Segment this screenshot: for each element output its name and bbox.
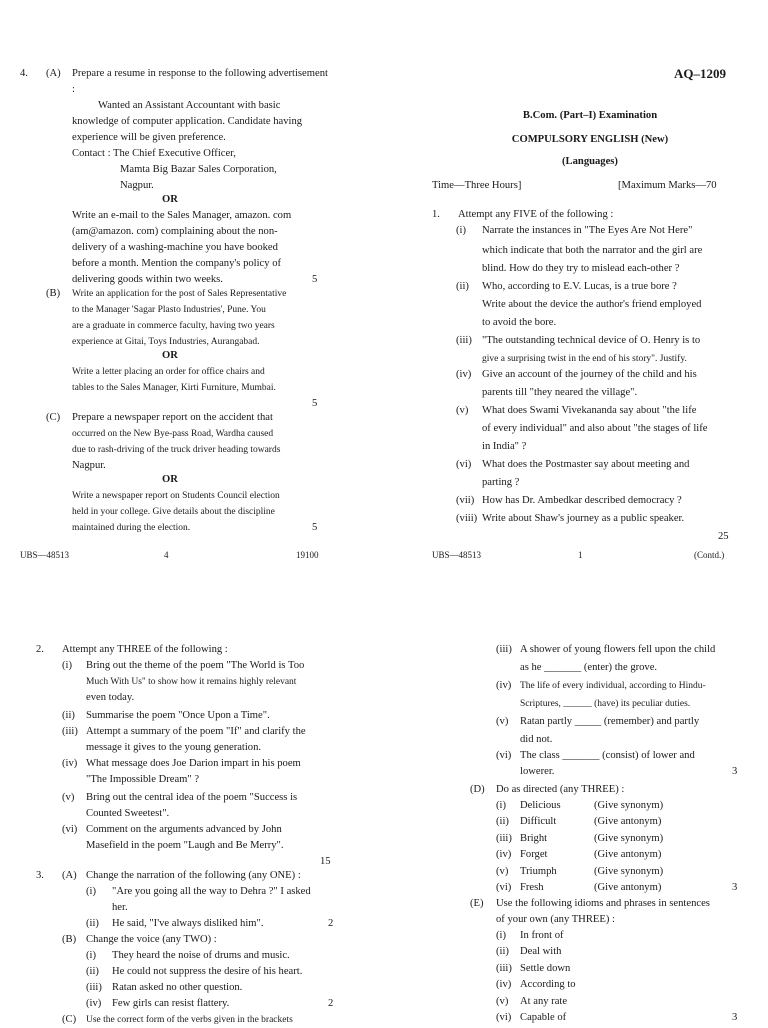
item-label: (i) bbox=[86, 950, 96, 961]
item-line: to avoid the bore. bbox=[482, 317, 557, 328]
item-word: Fresh bbox=[520, 882, 544, 893]
item-label: (ii) bbox=[496, 816, 509, 828]
footer-number: 19100 bbox=[296, 550, 319, 560]
item-label: (v) bbox=[496, 865, 509, 877]
list-item bbox=[470, 961, 760, 977]
marks: 3 bbox=[732, 1012, 738, 1023]
question-text: Change the voice (any TWO) : bbox=[86, 934, 217, 945]
item-instruction: (Give antonym) bbox=[594, 849, 662, 861]
contact-line: Contact : The Chief Executive Officer, bbox=[72, 148, 236, 159]
part-label: (C) bbox=[46, 412, 61, 423]
item-word: Triumph bbox=[520, 865, 557, 877]
question-line: Write an e-mail to the Sales Manager, amazon. com bbox=[72, 210, 292, 221]
or-divider: OR bbox=[162, 474, 178, 485]
part-label: (E) bbox=[470, 898, 484, 909]
item-word: Delicious bbox=[520, 800, 561, 811]
item-line: He could not suppress the desire of his heart. bbox=[112, 966, 303, 977]
marks: 25 bbox=[718, 531, 729, 542]
item-line: A shower of young flowers fell upon the child bbox=[520, 644, 716, 655]
marks: 15 bbox=[320, 856, 331, 867]
item-line: did not. bbox=[520, 734, 553, 745]
item-line: of every individual" and also about "the stages of life bbox=[482, 423, 708, 434]
item-label: (i) bbox=[496, 800, 506, 811]
item-instruction: (Give antonym) bbox=[594, 882, 662, 893]
idiom-text: Deal with bbox=[520, 946, 562, 958]
question-text: Use the following idioms and phrases in sentences bbox=[496, 898, 710, 909]
list-item bbox=[470, 814, 760, 830]
item-label: (iv) bbox=[496, 849, 512, 861]
item-line: Few girls can resist flattery. bbox=[112, 998, 230, 1009]
item-line: parents till "they neared the village". bbox=[482, 387, 638, 398]
item-word: Forget bbox=[520, 849, 548, 861]
question-number: 2. bbox=[36, 644, 44, 655]
item-line: give a surprising twist in the end of his story". Justify. bbox=[482, 354, 687, 364]
or-divider: OR bbox=[162, 194, 178, 205]
list-item bbox=[470, 864, 760, 880]
item-line: message it gives to the young generation. bbox=[86, 742, 262, 753]
list-item bbox=[470, 994, 760, 1010]
question-line: Nagpur. bbox=[72, 460, 106, 471]
item-label: (iv) bbox=[456, 369, 472, 380]
item-label: (i) bbox=[496, 930, 506, 941]
time-label: Time—Three Hours] bbox=[432, 180, 522, 191]
question-line: Write a letter placing an order for office chairs and bbox=[72, 367, 265, 377]
item-line: in India" ? bbox=[482, 441, 527, 452]
question-text: Attempt any FIVE of the following : bbox=[458, 209, 614, 220]
advert-line: knowledge of computer application. Candidate having bbox=[72, 116, 303, 127]
part-label: (B) bbox=[46, 288, 61, 299]
list-item bbox=[470, 798, 760, 814]
item-line: Ratan asked no other question. bbox=[112, 982, 243, 993]
question-line: to the Manager 'Sagar Plasto Industries', Pune. You bbox=[72, 305, 266, 315]
question-line: tables to the Sales Manager, Kirti Furniture, Mumbai. bbox=[72, 383, 276, 393]
question-number: 4. bbox=[20, 68, 28, 79]
item-line: Counted Sweetest". bbox=[86, 808, 170, 819]
part-label: (A) bbox=[46, 68, 61, 79]
item-instruction: (Give antonym) bbox=[594, 816, 662, 828]
idiom-text: At any rate bbox=[520, 995, 568, 1007]
item-line: which indicate that both the narrator and the girl are bbox=[482, 245, 703, 256]
item-line: Bring out the theme of the poem "The World is Too bbox=[86, 660, 305, 671]
item-label: (i) bbox=[456, 225, 466, 236]
item-label: (iii) bbox=[456, 335, 472, 346]
list-item bbox=[470, 977, 760, 993]
idiom-text: Capable of bbox=[520, 1012, 567, 1023]
question-line: due to rash-driving of the truck driver heading towards bbox=[72, 445, 281, 455]
item-line: her. bbox=[112, 902, 128, 913]
item-label: (viii) bbox=[456, 513, 478, 524]
idiom-text: Settle down bbox=[520, 962, 571, 974]
item-line: blind. How do they try to mislead each-other ? bbox=[482, 263, 680, 274]
item-word: Bright bbox=[520, 832, 548, 844]
subject-subtitle: (Languages) bbox=[562, 156, 618, 167]
item-line: as he _______ (enter) the grove. bbox=[520, 662, 658, 673]
question-line: Write a newspaper report on Students Council election bbox=[72, 491, 280, 501]
advert-line: Wanted an Assistant Accountant with basic bbox=[98, 100, 281, 111]
marks: 5 bbox=[312, 274, 318, 285]
item-line: What message does Joe Darion impart in his poem bbox=[86, 758, 301, 769]
item-line: Masefield in the poem "Laugh and Be Merry". bbox=[86, 840, 284, 851]
item-label: (iii) bbox=[62, 726, 78, 737]
part-label: (C) bbox=[62, 1014, 77, 1025]
item-line: Comment on the arguments advanced by John bbox=[86, 824, 282, 835]
item-line: Write about the device the author's friend employed bbox=[482, 299, 702, 310]
item-line: Summarise the poem "Once Upon a Time". bbox=[86, 710, 270, 721]
subject-title: COMPULSORY ENGLISH (New) bbox=[511, 134, 669, 145]
item-line: Bring out the central idea of the poem "Success is bbox=[86, 792, 298, 803]
item-line: They heard the noise of drums and music. bbox=[112, 950, 290, 961]
marks: 2 bbox=[328, 918, 334, 929]
marks: 5 bbox=[312, 522, 318, 533]
question-number: 3. bbox=[36, 870, 44, 881]
item-line: Write about Shaw's journey as a public speaker. bbox=[482, 513, 685, 524]
question-line: Prepare a newspaper report on the accident that bbox=[72, 412, 273, 423]
part-label: (A) bbox=[62, 870, 77, 881]
item-label: (v) bbox=[496, 995, 509, 1007]
question-line: held in your college. Give details about the discipline bbox=[72, 507, 275, 517]
item-line: Much With Us" to show how it remains highly relevant bbox=[86, 677, 297, 687]
contact-line: Mamta Big Bazar Sales Corporation, bbox=[120, 164, 277, 175]
item-line: He said, "I've always disliked him". bbox=[112, 918, 264, 929]
item-label: (ii) bbox=[62, 710, 75, 721]
contd-label: (Contd.) bbox=[694, 550, 725, 560]
list-item bbox=[470, 944, 760, 960]
question-line: (am@amazon. com) complaining about the non- bbox=[72, 226, 278, 237]
item-line: parting ? bbox=[482, 477, 520, 488]
item-label: (i) bbox=[62, 660, 72, 671]
item-line: Ratan partly _____ (remember) and partly bbox=[520, 716, 700, 727]
item-line: What does Swami Vivekananda say about "the life bbox=[482, 405, 697, 416]
item-label: (iv) bbox=[86, 998, 102, 1009]
part-label: (D) bbox=[470, 784, 485, 795]
max-marks-label: [Maximum Marks—70 bbox=[618, 180, 717, 191]
question-line: delivery of a washing-machine you have booked bbox=[72, 242, 278, 253]
item-label: (iv) bbox=[496, 680, 512, 691]
list-item bbox=[470, 847, 760, 863]
footer-code: UBS—48513 bbox=[432, 550, 482, 560]
item-label: (iv) bbox=[62, 758, 78, 769]
item-label: (iii) bbox=[496, 832, 512, 844]
item-word: Difficult bbox=[520, 816, 557, 828]
part-label: (B) bbox=[62, 934, 77, 945]
footer-code: UBS—48513 bbox=[20, 550, 70, 560]
question-text: Attempt any THREE of the following : bbox=[62, 644, 228, 655]
item-label: (i) bbox=[86, 886, 96, 897]
list-item bbox=[470, 880, 760, 896]
or-divider: OR bbox=[162, 350, 178, 361]
marks: 3 bbox=[732, 766, 738, 777]
item-label: (vi) bbox=[496, 1012, 512, 1023]
item-line: Narrate the instances in "The Eyes Are Not Here" bbox=[482, 225, 693, 236]
item-line: The life of every individual, according to Hindu- bbox=[520, 681, 706, 691]
question-line: are a graduate in commerce faculty, having two years bbox=[72, 321, 275, 331]
item-line: even today. bbox=[86, 692, 135, 703]
page-number: 1 bbox=[578, 550, 583, 560]
marks: 5 bbox=[312, 398, 318, 409]
question-text: Change the narration of the following (any ONE) : bbox=[86, 870, 301, 881]
question-line: before a month. Mention the company's policy of bbox=[72, 258, 282, 269]
question-text: of your own (any THREE) : bbox=[496, 914, 615, 925]
advert-line: experience will be given preference. bbox=[72, 132, 226, 143]
contact-line: Nagpur. bbox=[120, 180, 154, 191]
list-item bbox=[470, 928, 760, 944]
item-label: (vi) bbox=[62, 824, 78, 835]
item-label: (ii) bbox=[86, 966, 99, 977]
exam-title: B.Com. (Part–I) Examination bbox=[522, 110, 658, 121]
question-line: maintained during the election. bbox=[72, 523, 191, 533]
item-line: Attempt a summary of the poem "If" and clarify the bbox=[86, 726, 306, 737]
question-text: Use the correct form of the verbs given in the brackets bbox=[86, 1015, 293, 1025]
item-label: (vi) bbox=[496, 750, 512, 761]
item-label: (iv) bbox=[496, 979, 512, 991]
item-line: "The Impossible Dream" ? bbox=[86, 774, 200, 785]
item-line: Give an account of the journey of the child and his bbox=[482, 369, 697, 380]
item-line: "The outstanding technical device of O. Henry is to bbox=[482, 335, 701, 346]
question-line: occurred on the New Bye-pass Road, Wardha caused bbox=[72, 429, 274, 439]
item-label: (iii) bbox=[86, 982, 102, 993]
item-line: What does the Postmaster say about meeting and bbox=[482, 459, 690, 470]
question-line: experience at Gitai, Toys Industries, Aurangabad. bbox=[72, 337, 260, 347]
item-label: (ii) bbox=[456, 281, 469, 292]
item-label: (vii) bbox=[456, 495, 475, 506]
item-label: (v) bbox=[456, 405, 469, 416]
item-line: Scriptures, ______ (have) its peculiar duties. bbox=[520, 699, 691, 709]
item-label: (ii) bbox=[86, 918, 99, 929]
item-label: (iii) bbox=[496, 962, 512, 974]
idiom-text: In front of bbox=[520, 930, 564, 941]
item-instruction: (Give synonym) bbox=[594, 832, 664, 844]
item-label: (vi) bbox=[496, 882, 512, 893]
marks: 3 bbox=[732, 882, 738, 893]
question-text: Do as directed (any THREE) : bbox=[496, 784, 625, 795]
page-number: 4 bbox=[164, 550, 169, 560]
idiom-text: According to bbox=[520, 979, 576, 991]
item-line: The class _______ (consist) of lower and bbox=[520, 750, 695, 761]
item-line: How has Dr. Ambedkar described democracy ? bbox=[482, 495, 682, 506]
paper-code: AQ–1209 bbox=[674, 66, 726, 81]
item-instruction: (Give synonym) bbox=[594, 800, 664, 811]
item-label: (v) bbox=[496, 716, 509, 727]
item-label: (vi) bbox=[456, 459, 472, 470]
item-label: (ii) bbox=[496, 946, 509, 958]
item-line: "Are you going all the way to Dehra ?" I asked bbox=[112, 886, 311, 897]
item-line: Who, according to E.V. Lucas, is a true bore ? bbox=[482, 281, 677, 292]
question-line: Write an application for the post of Sales Representative bbox=[72, 289, 287, 299]
question-number: 1. bbox=[432, 209, 440, 220]
item-line: lowerer. bbox=[520, 766, 555, 777]
item-label: (iii) bbox=[496, 644, 512, 655]
item-label: (v) bbox=[62, 792, 75, 803]
list-item bbox=[470, 831, 760, 847]
item-instruction: (Give synonym) bbox=[594, 865, 664, 877]
question-line: delivering goods within two weeks. bbox=[72, 274, 223, 285]
marks: 2 bbox=[328, 998, 334, 1009]
question-text: Prepare a resume in response to the following advertisement : bbox=[72, 68, 328, 95]
